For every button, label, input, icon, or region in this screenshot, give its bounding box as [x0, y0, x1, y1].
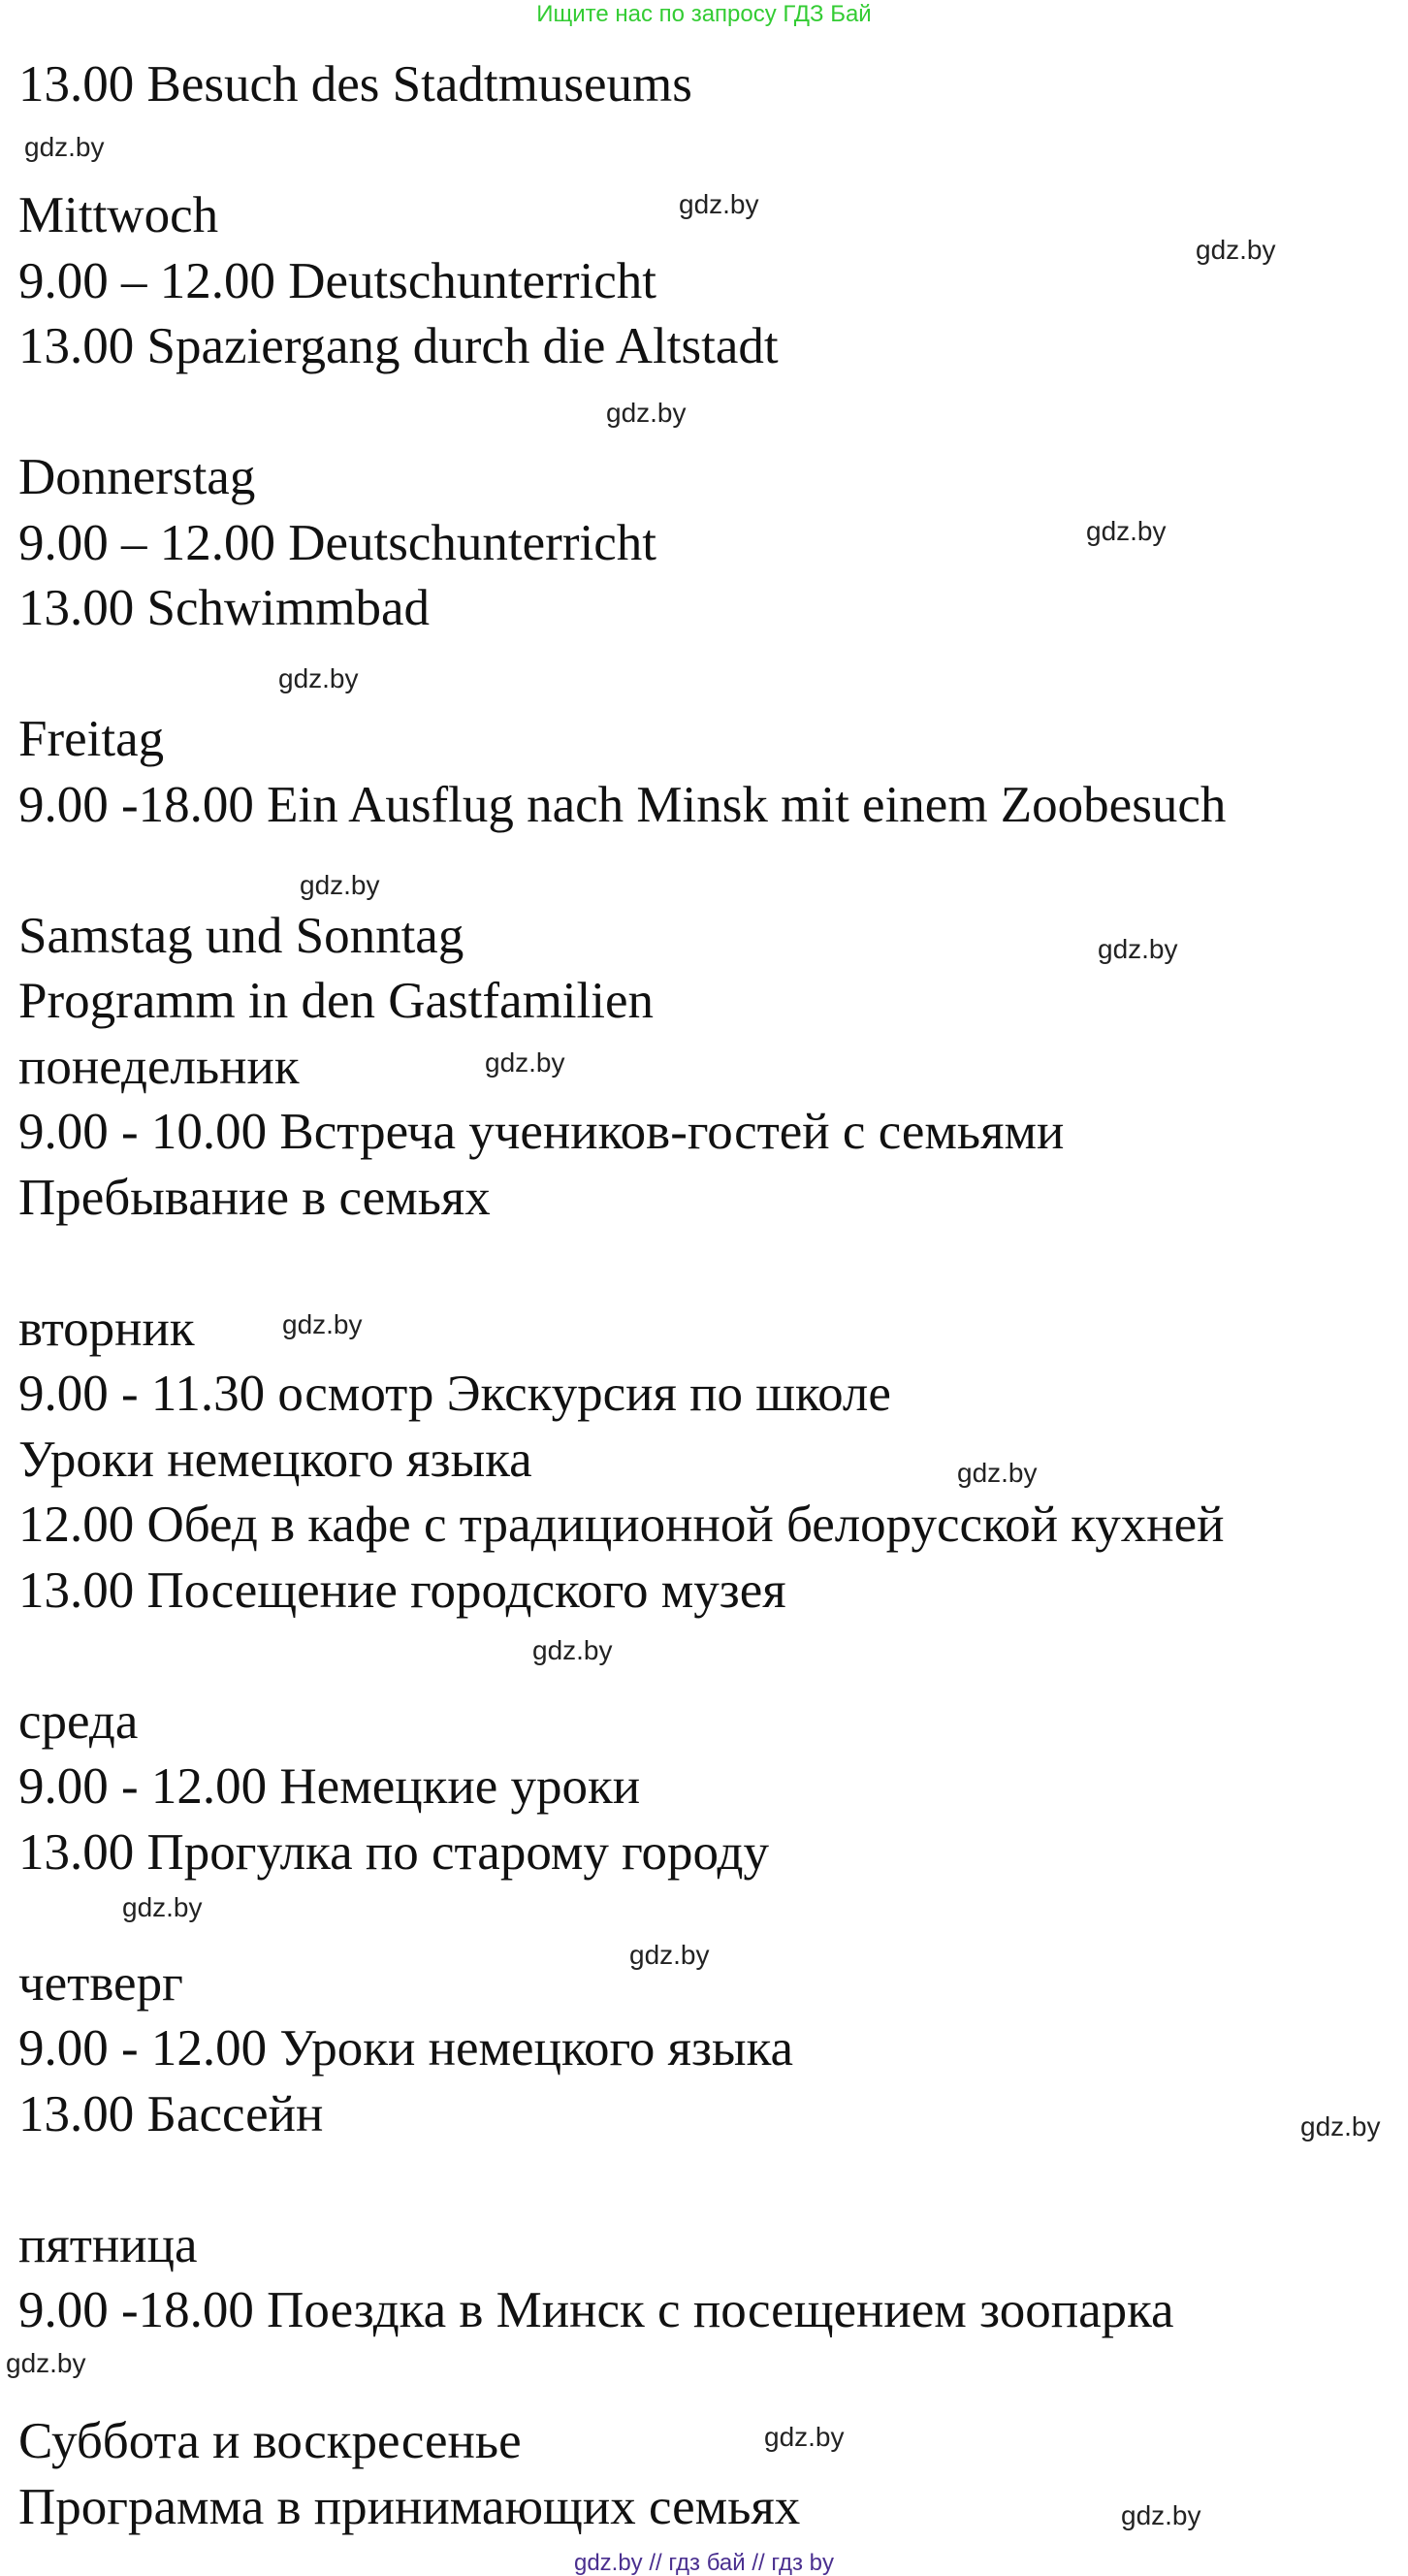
- text-line: 9.00 - 12.00 Немецкие уроки: [18, 1758, 641, 1815]
- day-heading: Mittwoch: [18, 187, 219, 243]
- text-line: 9.00 - 12.00 Уроки немецкого языка: [18, 2020, 794, 2077]
- text-line: 9.00 - 10.00 Встреча учеников-гостей с семьями: [18, 1104, 1065, 1160]
- blank-line: [18, 2344, 1405, 2410]
- watermark: gdz.by: [606, 398, 687, 428]
- blank-line: [18, 1231, 1405, 1297]
- day-heading: Freitag: [18, 711, 165, 767]
- day-heading: четверг: [18, 1954, 183, 2012]
- text-line: Уроки немецкого языка: [18, 1431, 532, 1488]
- schedule-text: [18, 52, 1405, 2540]
- text-line: 13.00 Spaziergang durch die Altstadt: [18, 318, 779, 374]
- blank-line: [18, 838, 1405, 904]
- blank-line: [18, 1624, 1405, 1690]
- watermark: gdz.by: [485, 1047, 565, 1078]
- text-line: 9.00 – 12.00 Deutschunterricht: [18, 252, 656, 309]
- day-heading: Donnerstag: [18, 449, 256, 505]
- text-line: Программа в принимающих семьях: [18, 2478, 801, 2535]
- watermark: gdz.by: [1098, 934, 1178, 964]
- watermark: gdz.by: [24, 132, 105, 162]
- watermark: gdz.by: [6, 2348, 86, 2378]
- text-line: Programm in den Gastfamilien: [18, 973, 654, 1029]
- watermark: gdz.by: [122, 1892, 203, 1922]
- blank-line: [18, 380, 1405, 446]
- watermark: gdz.by: [278, 663, 359, 693]
- text-line: 13.00 Прогулка по старому городу: [18, 1823, 769, 1881]
- watermark: gdz.by: [1300, 2111, 1381, 2141]
- day-heading: среда: [18, 1692, 139, 1750]
- watermark: gdz.by: [679, 189, 759, 219]
- text-line: 9.00 – 12.00 Deutschunterricht: [18, 514, 656, 571]
- text-line: 13.00 Besuch des Stadtmuseums: [18, 56, 692, 113]
- watermark: gdz.by: [1121, 2500, 1201, 2530]
- day-heading: вторник: [18, 1300, 195, 1357]
- blank-line: [18, 642, 1405, 708]
- watermark: gdz.by: [764, 2422, 845, 2452]
- watermark: gdz.by: [629, 1940, 710, 1970]
- text-line: 12.00 Обед в кафе с традиционной белорусской кухней: [18, 1497, 1225, 1553]
- watermark: gdz.by: [957, 1458, 1038, 1488]
- blank-line: [18, 118, 1405, 184]
- text-line: 13.00 Schwimmbad: [18, 580, 430, 636]
- text-line: 9.00 -18.00 Поездка в Минск с посещением зоопарка: [18, 2282, 1174, 2338]
- watermark: gdz.by: [1086, 516, 1167, 546]
- blank-line: [18, 2147, 1405, 2213]
- watermark: gdz.by: [532, 1635, 613, 1665]
- day-heading: понедельник: [18, 1038, 300, 1095]
- watermark: gdz.by: [300, 870, 380, 900]
- text-line: 9.00 -18.00 Ein Ausflug nach Minsk mit einem Zoobesuch: [18, 776, 1227, 833]
- blank-line: [18, 1885, 1405, 1951]
- search-hint-banner: Ищите нас по запросу ГДЗ Бай: [536, 1, 872, 27]
- day-heading: Суббота и воскресенье: [18, 2413, 522, 2469]
- text-line: Пребывание в семьях: [18, 1169, 491, 1226]
- day-heading: пятница: [18, 2216, 198, 2273]
- footer-caption: gdz.by // гдз бай // гдз by: [573, 2550, 835, 2576]
- day-heading: Samstag und Sonntag: [18, 907, 464, 964]
- watermark: gdz.by: [1196, 235, 1276, 265]
- text-line: 13.00 Бассейн: [18, 2085, 324, 2142]
- watermark: gdz.by: [282, 1309, 363, 1339]
- text-line: 13.00 Посещение городского музея: [18, 1562, 786, 1619]
- text-line: 9.00 - 11.30 осмотр Экскурсия по школе: [18, 1366, 891, 1422]
